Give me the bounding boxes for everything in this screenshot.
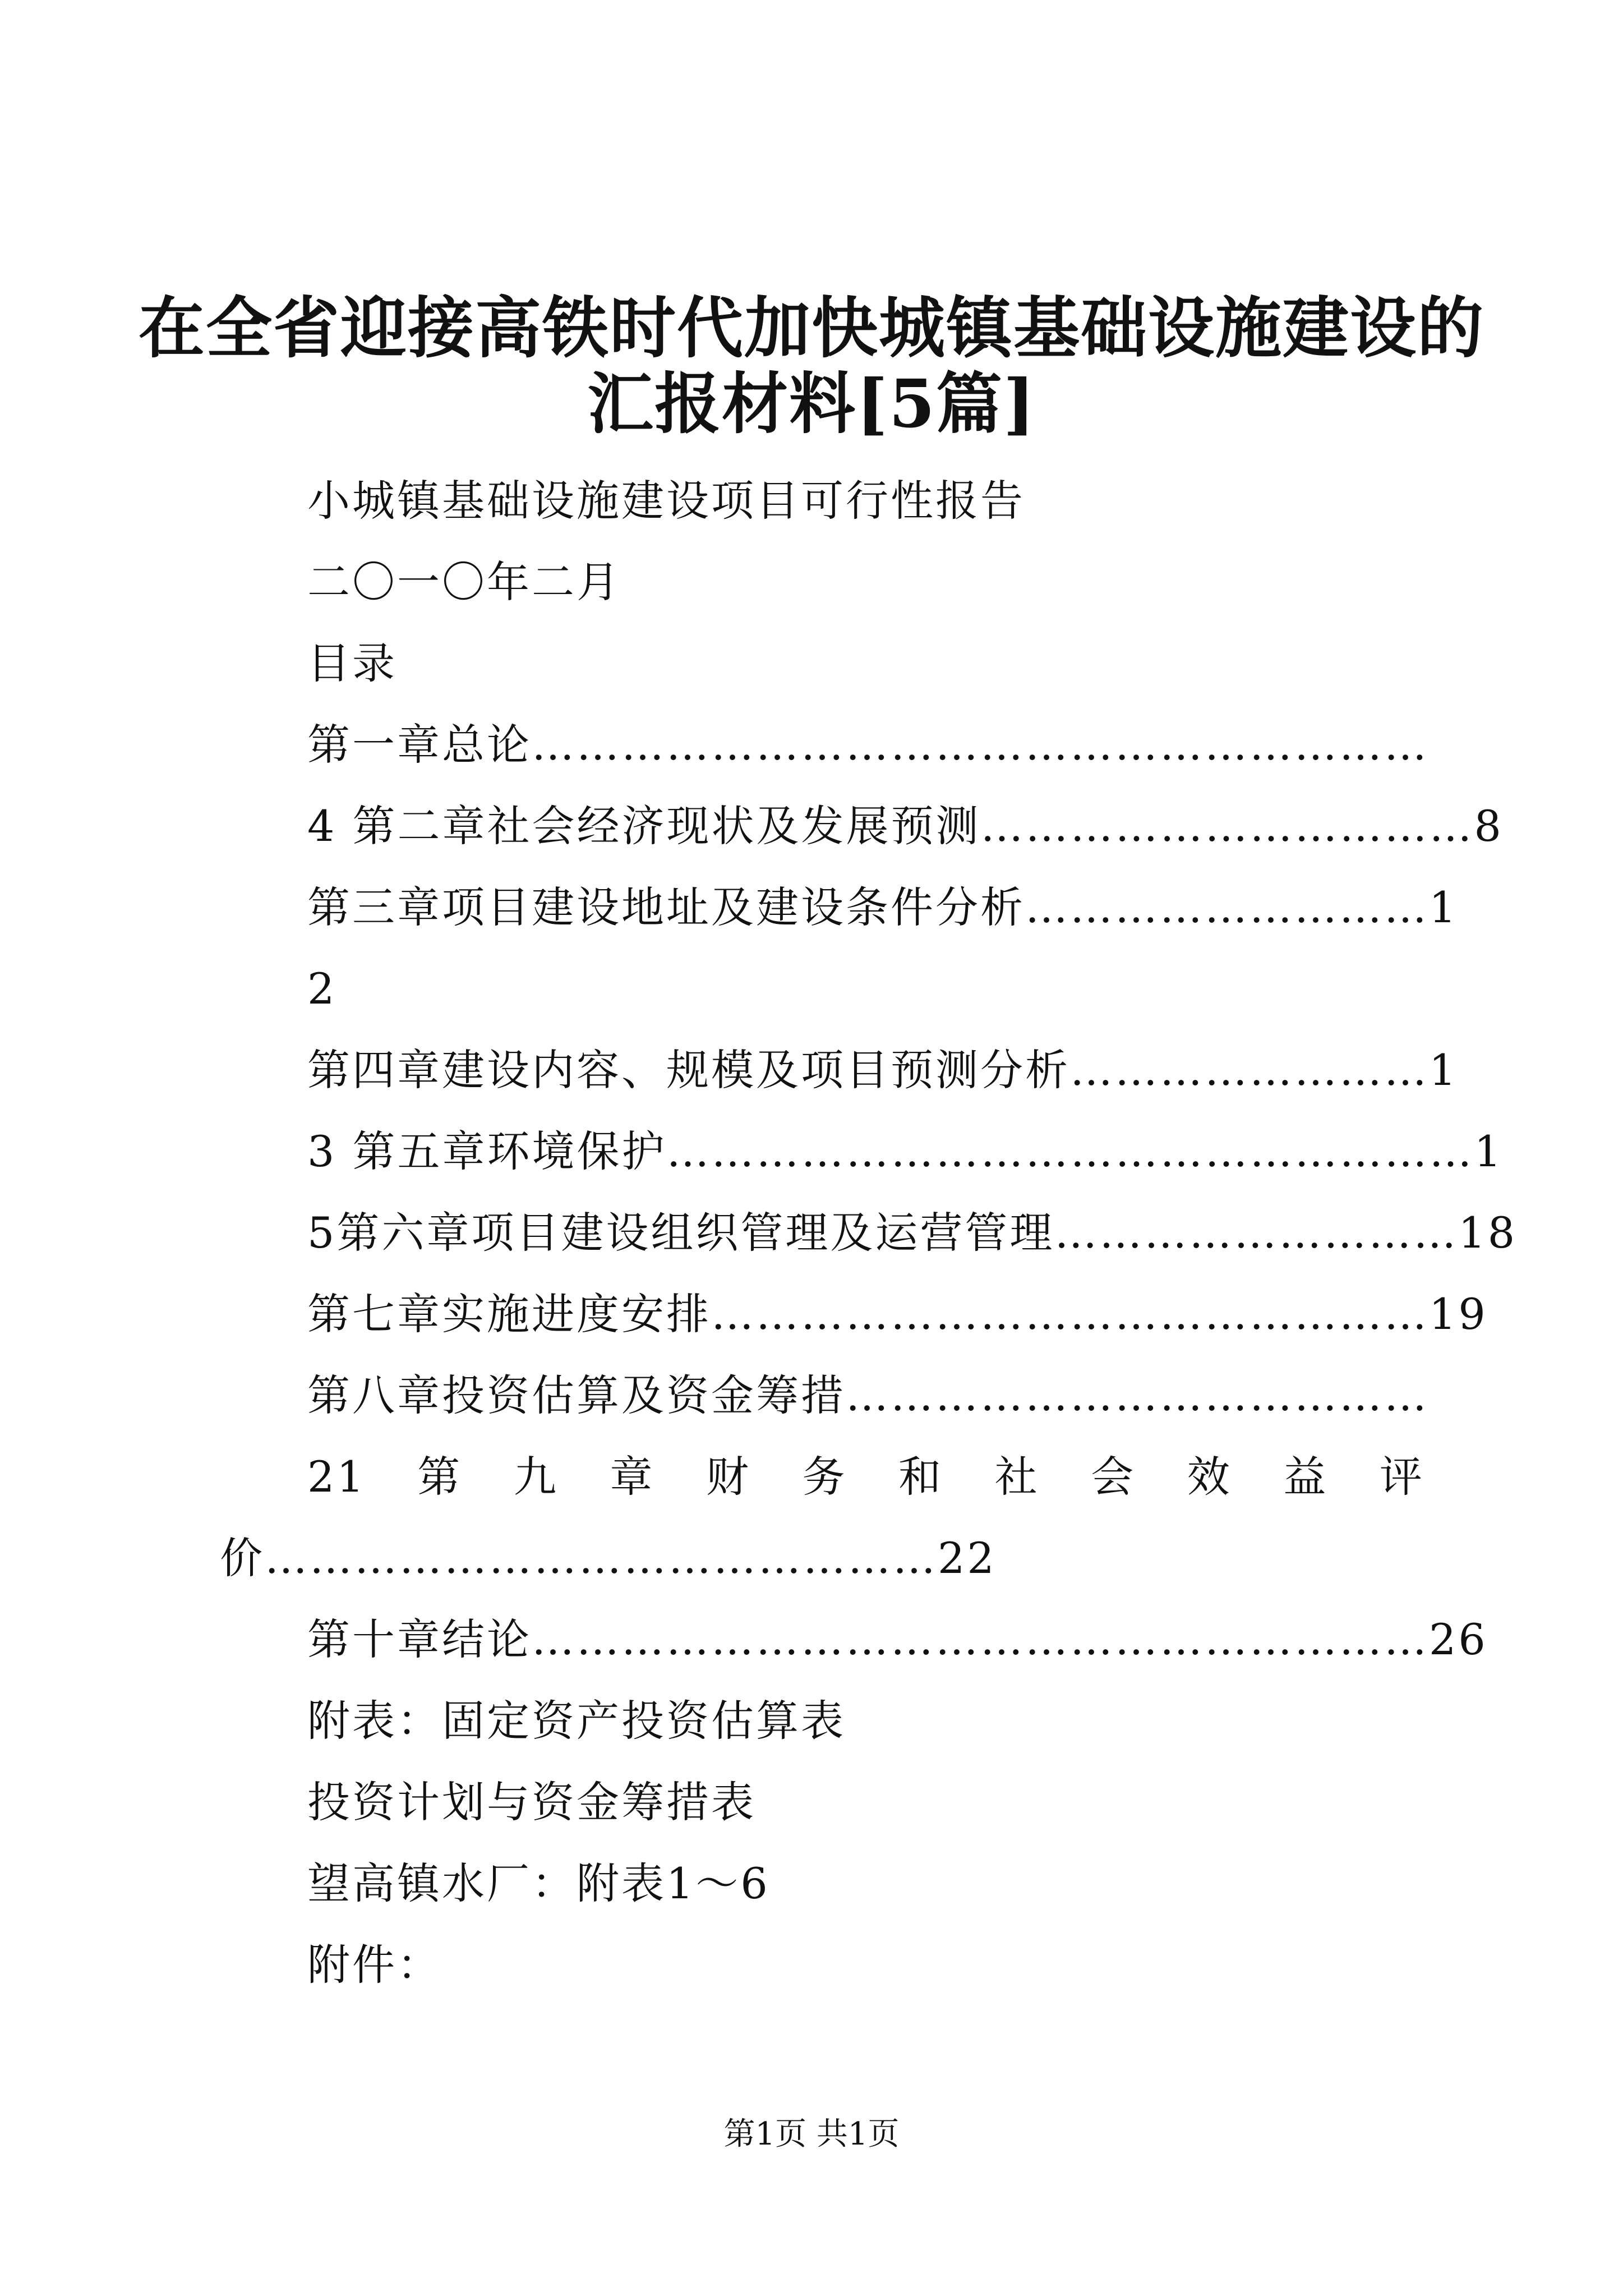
spread-char: 21 [307, 1452, 366, 1502]
toc-entry-chapter-2: 4 第二章社会经济现状及发展预测……………………………8 [307, 801, 1504, 851]
toc-entry-chapter-3: 第三章项目建设地址及建设条件分析………………………1 [307, 882, 1459, 932]
spread-char: 会 [1091, 1452, 1136, 1502]
toc-entry-chapter-6: 5第六章项目建设组织管理及运营管理………………………18 [307, 1208, 1518, 1258]
toc-entry-chapter-9 [307, 1452, 1424, 1502]
spread-char: 章 [610, 1452, 655, 1502]
appendix-table-1: 附表：固定资产投资估算表 [307, 1696, 846, 1746]
spread-char: 社 [994, 1452, 1040, 1502]
report-title: 小城镇基础设施建设项目可行性报告 [307, 476, 1025, 526]
toc-entry-chapter-4: 第四章建设内容、规模及项目预测分析……………………1 [307, 1045, 1459, 1095]
spread-char: 务 [802, 1452, 847, 1502]
attachments-heading: 附件： [307, 1940, 442, 1990]
spread-char: 第 [417, 1452, 463, 1502]
spread-char: 益 [1283, 1452, 1329, 1502]
document-title-line-2: 汇报材料[5篇] [587, 365, 1036, 443]
toc-heading: 目录 [307, 638, 397, 688]
toc-entry-chapter-10: 第十章结论……………………………………………………26 [307, 1614, 1488, 1664]
toc-entry-chapter-5: 3 第五章环境保护………………………………………………1 [307, 1126, 1504, 1176]
spread-char: 和 [898, 1452, 944, 1502]
appendix-table-2: 投资计划与资金筹措表 [307, 1777, 756, 1827]
toc-entry-chapter-1: 第一章总论…………………………………………………… [307, 720, 1429, 770]
toc-entry-chapter-8: 第八章投资估算及资金筹措………………………………… [307, 1370, 1429, 1420]
toc-entry-chapter-9-cont: 价………………………………………22 [220, 1533, 997, 1583]
spread-char: 效 [1187, 1452, 1232, 1502]
spread-char: 评 [1379, 1452, 1424, 1502]
toc-entry-page-wrap: 2 [307, 964, 337, 1014]
spread-char: 财 [706, 1452, 751, 1502]
appendix-table-3: 望高镇水厂：附表1～6 [307, 1858, 770, 1908]
page-footer: 第1页 共1页 [723, 2116, 900, 2152]
toc-entry-chapter-7: 第七章实施进度安排…………………………………………19 [307, 1289, 1488, 1339]
report-date: 二〇一〇年二月 [307, 557, 621, 607]
spread-char: 九 [513, 1452, 559, 1502]
document-title-line-1: 在全省迎接高铁时代加快城镇基础设施建设的 [138, 289, 1484, 367]
